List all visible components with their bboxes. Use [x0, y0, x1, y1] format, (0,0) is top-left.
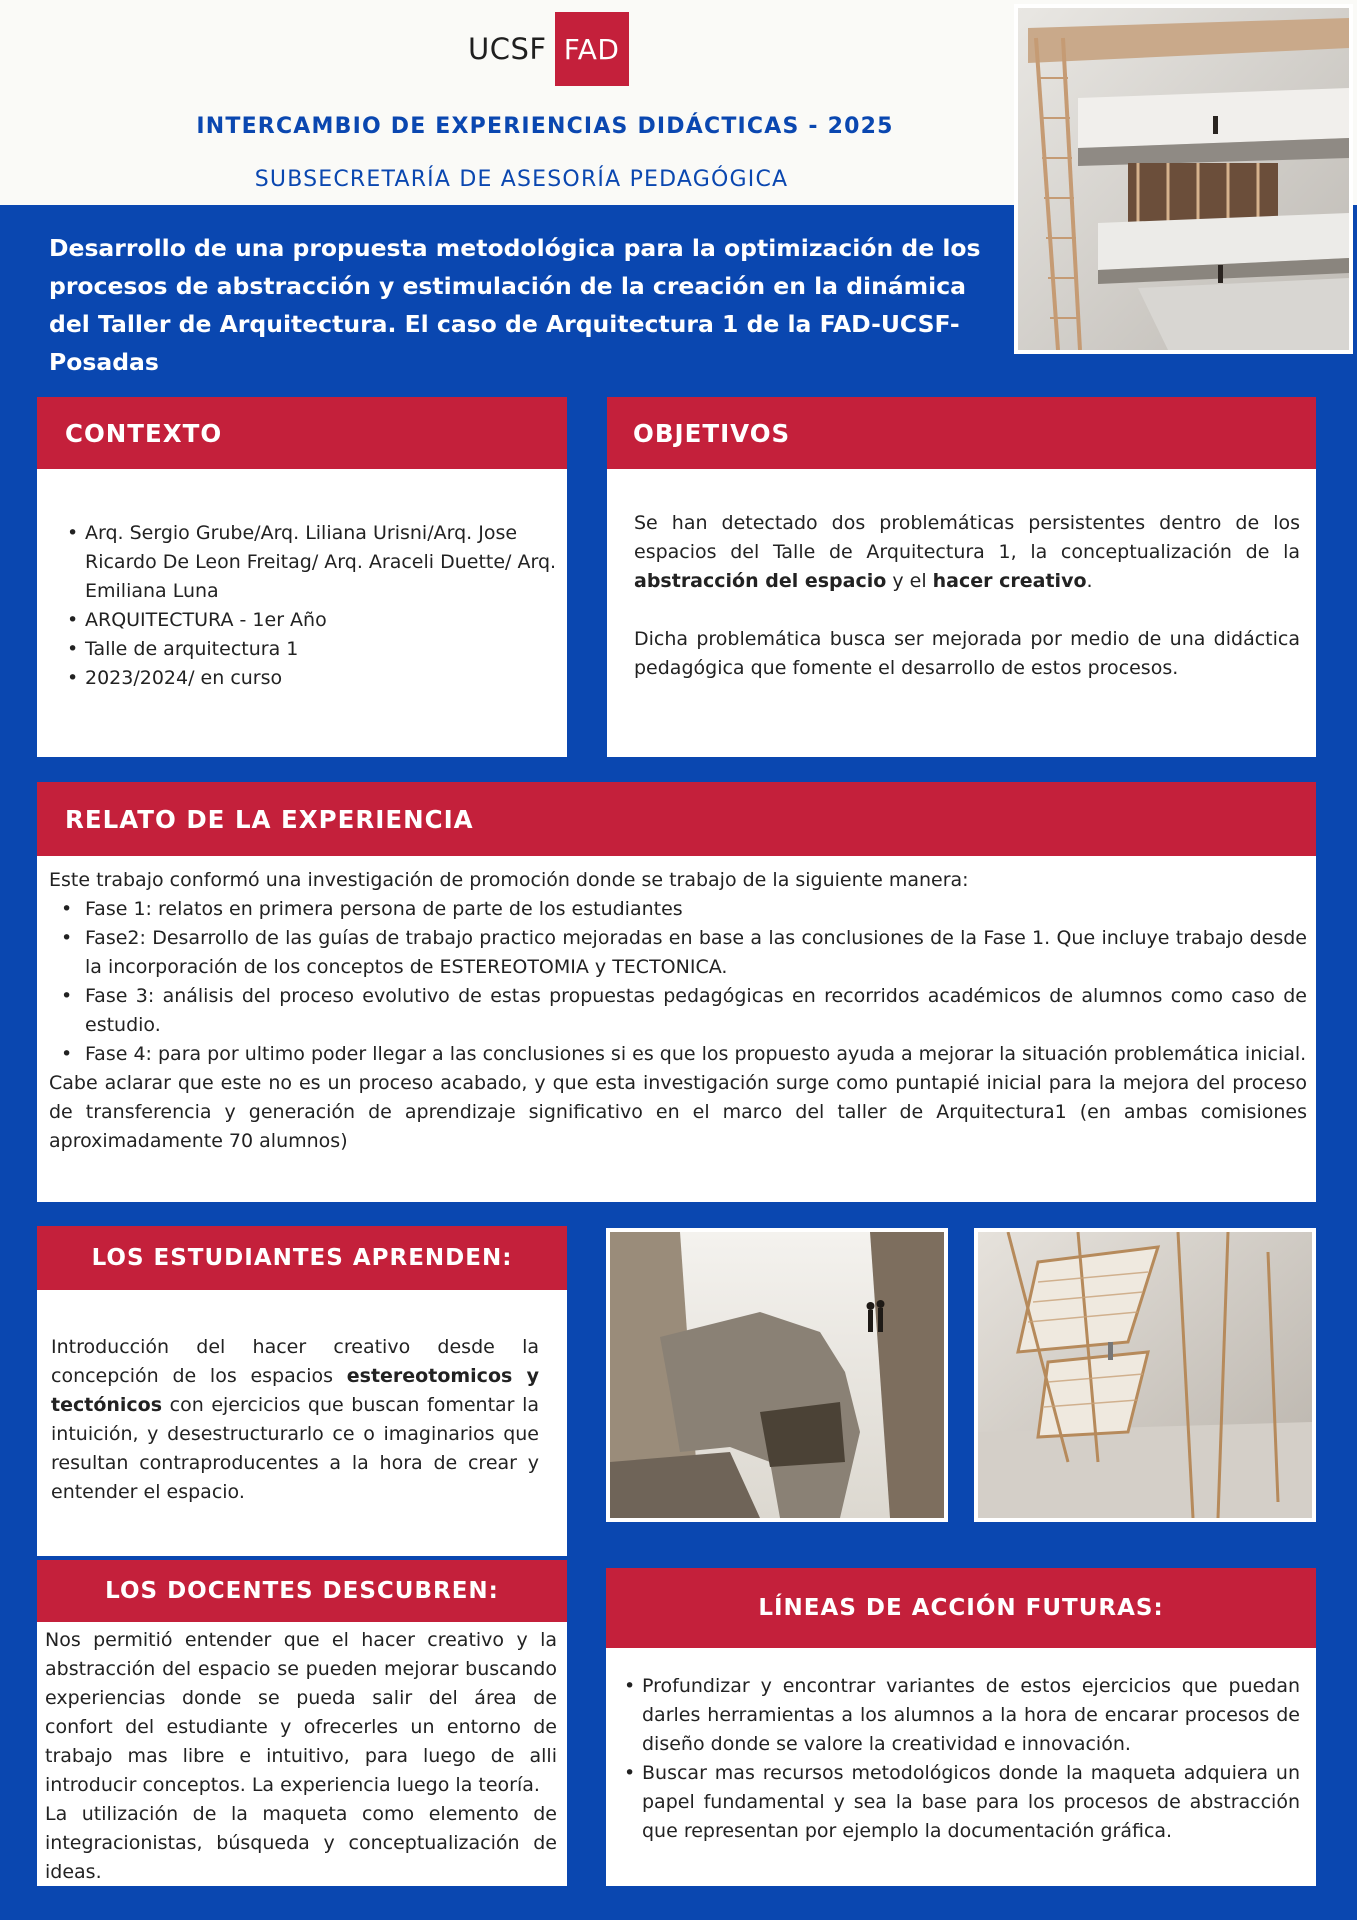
relato-item: • Fase2: Desarrollo de las guías de trabajo practico mejoradas en base a las conclusiones de la Fase 1. Que incluye trabajo desde la incorporación de los conceptos de ESTEREOTOMIA y TECTONICA.: [49, 924, 1307, 982]
relato-intro: Este trabajo conformó una investigación de promoción donde se trabajo de la siguiente manera:: [49, 869, 969, 891]
objetivos-body: [634, 509, 1300, 683]
contexto-list: [59, 519, 559, 693]
objetivos-paragraph-2: Dicha problemática busca ser mejorada por medio de una didáctica pedagógica que fomente el desarrollo de estos procesos.: [634, 628, 1300, 679]
relato-card: [37, 782, 1316, 1202]
objetivos-paragraph-1: [634, 509, 1300, 596]
estudiantes-heading: LOS ESTUDIANTES APRENDEN:: [37, 1226, 567, 1290]
lineas-item: • Profundizar y encontrar variantes de estos ejercicios que puedan darles herramientas a los alumnos a la hora de encarar procesos de diseño donde se valore la creatividad e innovación.: [616, 1672, 1300, 1759]
relato-heading: RELATO DE LA EXPERIENCIA: [37, 782, 1316, 856]
objetivos-heading: OBJETIVOS: [607, 397, 1316, 469]
model-photo-image: [1018, 8, 1349, 350]
stone-model-photo: [606, 1228, 948, 1522]
estudiantes-body: [51, 1333, 539, 1507]
stone-photo-image: [610, 1232, 944, 1518]
ucsf-fad-logo: [468, 12, 629, 86]
hero-model-photo: [1014, 4, 1353, 354]
objetivos-bold: hacer creativo: [932, 570, 1087, 592]
relato-closing: Cabe aclarar que este no es un proceso acabado, y que esta investigación surge como puntapié inicial para la mejora del proceso de transferencia y generación de aprendizaje significativo en el marco del taller de Arquitectura1 (en ambas comisiones aproximadamente 70 alumnos): [49, 1072, 1307, 1152]
lineas-list: [616, 1672, 1300, 1846]
logo-box: FAD: [555, 12, 629, 86]
subsecretaria-label: SUBSECRETARÍA DE ASESORÍA PEDAGÓGICA: [254, 167, 789, 192]
contexto-card: [37, 397, 567, 757]
contexto-item: • Arq. Sergio Grube/Arq. Liliana Urisni/Arq. Jose Ricardo De Leon Freitag/ Arq. Araceli Duette/ Arq. Emiliana Luna: [59, 519, 559, 606]
relato-item: • Fase 3: análisis del proceso evolutivo de estas propuestas pedagógicas en recorridos académicos de alumnos como caso de estudio.: [49, 982, 1307, 1040]
estudiantes-text: con ejercicios que buscan fomentar la intuición, y desestructurarlo ce o imaginarios que resultan contraproducentes a la hora de crear y entender el espacio.: [51, 1394, 539, 1503]
estudiantes-card: [37, 1226, 567, 1556]
contexto-item: • 2023/2024/ en curso: [59, 664, 559, 693]
estudiantes-bold: estereotomicos y tectónicos: [51, 1365, 540, 1416]
wood-photo-image: [978, 1232, 1312, 1518]
objetivos-text: Se han detectado dos problemáticas persistentes dentro de los espacios del Talle de Arquitectura 1, la conceptualización de la: [634, 512, 1300, 563]
contexto-heading: CONTEXTO: [37, 397, 567, 469]
lineas-heading: LÍNEAS DE ACCIÓN FUTURAS:: [606, 1568, 1316, 1648]
docentes-paragraph-1: Nos permitió entender que el hacer creativo y la abstracción del espacio se pueden mejorar buscando experiencias donde se pueda salir del área de confort del estudiante y ofrecerles un entorno de trabajo mas libre e intuitivo, para luego de alli introducir conceptos. La experiencia luego la teoría.: [45, 1629, 557, 1796]
wood-model-photo: [974, 1228, 1316, 1522]
docentes-paragraph-2: La utilización de la maqueta como elemento de integracionistas, búsqueda y conceptualización de ideas.: [45, 1803, 557, 1883]
objetivos-card: [607, 397, 1316, 757]
event-title: INTERCAMBIO DE EXPERIENCIAS DIDÁCTICAS - 2025: [196, 114, 894, 139]
relato-list: [49, 895, 1307, 1069]
contexto-item: • ARQUITECTURA - 1er Año: [59, 606, 559, 635]
docentes-card: [37, 1560, 567, 1886]
logo-text: UCSF: [468, 32, 547, 66]
relato-body: [49, 866, 1307, 1156]
docentes-body: [45, 1626, 557, 1887]
lineas-card: [606, 1568, 1316, 1886]
main-title: Desarrollo de una propuesta metodológica para la optimización de los procesos de abstracción y estimulación de la creación en la dinámica del Taller de Arquitectura. El caso de Arquitectura 1 de la FAD-UCSF-Posadas: [49, 234, 981, 376]
objetivos-bold: abstracción del espacio: [634, 570, 887, 592]
objetivos-text: .: [1086, 570, 1093, 592]
lineas-item: • Buscar mas recursos metodológicos donde la maqueta adquiera un papel fundamental y sea la base para los procesos de abstracción que representan por ejemplo la documentación gráfica.: [616, 1759, 1300, 1846]
contexto-item: • Talle de arquitectura 1: [59, 635, 559, 664]
relato-item: • Fase 1: relatos en primera persona de parte de los estudiantes: [49, 895, 1307, 924]
objetivos-text: y el: [886, 570, 933, 592]
estudiantes-text: Introducción del hacer creativo desde la concepción de los espacios: [51, 1336, 539, 1387]
relato-item: • Fase 4: para por ultimo poder llegar a las conclusiones si es que los propuesto ayuda a mejorar la situación problemática inicial.: [49, 1040, 1307, 1069]
docentes-heading: LOS DOCENTES DESCUBREN:: [37, 1560, 567, 1622]
